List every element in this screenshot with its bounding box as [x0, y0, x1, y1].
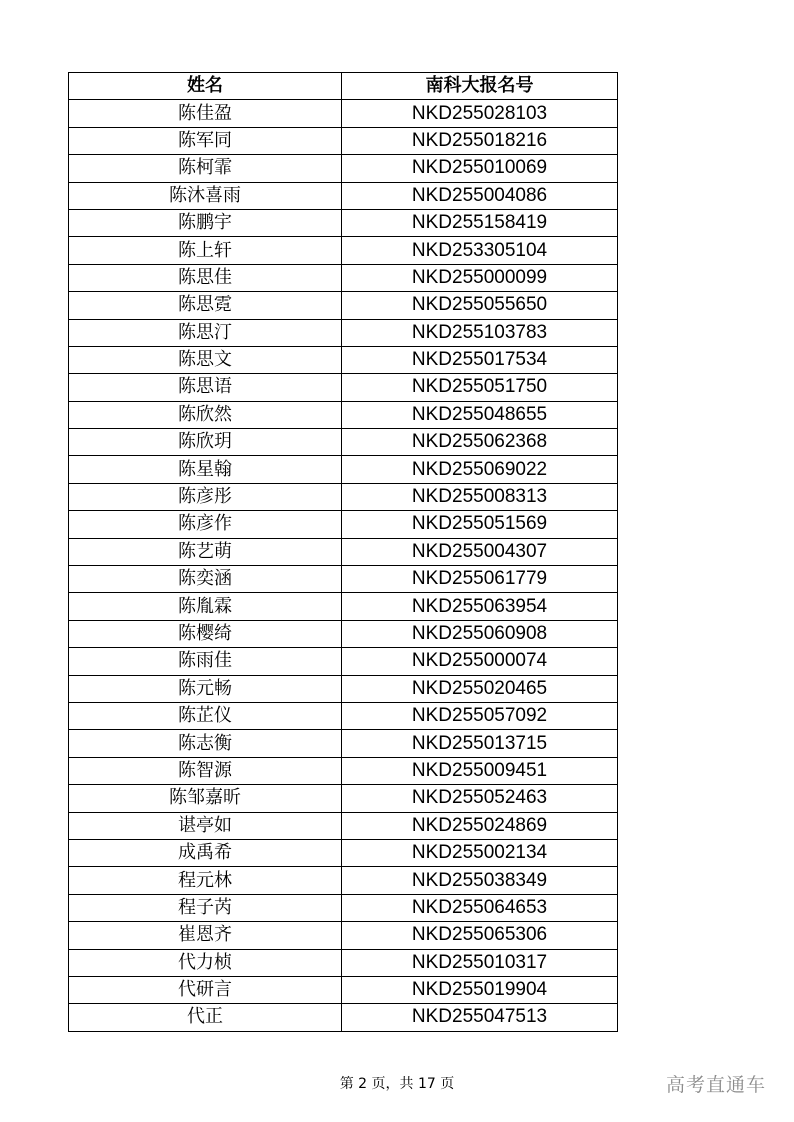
table-row [69, 730, 618, 757]
student-name-cell: 陈思语 [69, 374, 342, 401]
watermark-text: 高考直通车 [665, 1074, 766, 1096]
registration-number-cell: NKD255062368 [342, 429, 618, 456]
student-name-cell: 陈军同 [69, 127, 342, 154]
table-row [69, 346, 618, 373]
table-row [69, 292, 618, 319]
student-name-cell: 陈艺萌 [69, 538, 342, 565]
table-row [69, 620, 618, 647]
table-row [69, 100, 618, 127]
table-row [69, 922, 618, 949]
student-name-cell: 陈欣玥 [69, 429, 342, 456]
student-name-cell: 程元林 [69, 867, 342, 894]
student-name-cell: 陈彦作 [69, 511, 342, 538]
registration-number-cell: NKD255103783 [342, 319, 618, 346]
student-name-cell: 陈思汀 [69, 319, 342, 346]
student-name-cell: 陈欣然 [69, 401, 342, 428]
registration-number-cell: NKD255019904 [342, 976, 618, 1003]
student-name-cell: 陈奕涵 [69, 566, 342, 593]
registration-number-cell: NKD255069022 [342, 456, 618, 483]
table-row [69, 976, 618, 1003]
student-name-cell: 陈元畅 [69, 675, 342, 702]
table-row [69, 374, 618, 401]
table-row [69, 511, 618, 538]
registration-number-cell: NKD255028103 [342, 100, 618, 127]
table-row [69, 182, 618, 209]
table-row [69, 566, 618, 593]
registration-number-cell: NKD255010069 [342, 155, 618, 182]
table-row [69, 785, 618, 812]
table-row [69, 155, 618, 182]
student-name-cell: 陈沐喜雨 [69, 182, 342, 209]
registration-number-cell: NKD255060908 [342, 620, 618, 647]
registration-number-cell: NKD255004086 [342, 182, 618, 209]
registration-number-cell: NKD255002134 [342, 839, 618, 866]
registration-number-cell: NKD255064653 [342, 894, 618, 921]
registration-number-cell: NKD255061779 [342, 566, 618, 593]
table-row [69, 894, 618, 921]
table-row [69, 264, 618, 291]
registration-number-cell: NKD255065306 [342, 922, 618, 949]
student-name-cell: 陈上轩 [69, 237, 342, 264]
registration-number-cell: NKD255013715 [342, 730, 618, 757]
table-row [69, 456, 618, 483]
table-row [69, 648, 618, 675]
student-name-cell: 代力桢 [69, 949, 342, 976]
table-row [69, 675, 618, 702]
student-name-cell: 陈思文 [69, 346, 342, 373]
student-name-cell: 程子芮 [69, 894, 342, 921]
student-name-cell: 陈志衡 [69, 730, 342, 757]
student-name-cell: 陈雨佳 [69, 648, 342, 675]
table-row [69, 483, 618, 510]
student-name-cell: 成禹希 [69, 839, 342, 866]
student-name-cell: 陈樱绮 [69, 620, 342, 647]
student-name-cell: 陈星翰 [69, 456, 342, 483]
student-name-cell: 陈胤霖 [69, 593, 342, 620]
table-row [69, 757, 618, 784]
student-name-cell: 陈邹嘉昕 [69, 785, 342, 812]
registration-number-cell: NKD255024869 [342, 812, 618, 839]
student-name-cell: 陈思佳 [69, 264, 342, 291]
table-row [69, 538, 618, 565]
table-row [69, 127, 618, 154]
registration-number-cell: NKD253305104 [342, 237, 618, 264]
table-row [69, 401, 618, 428]
registration-number-cell: NKD255000099 [342, 264, 618, 291]
student-name-cell: 陈彦彤 [69, 483, 342, 510]
table-row [69, 593, 618, 620]
registration-number-cell: NKD255018216 [342, 127, 618, 154]
table-body [69, 100, 618, 1031]
table-row [69, 839, 618, 866]
student-name-cell: 陈鹏宇 [69, 209, 342, 236]
student-name-cell: 陈智源 [69, 757, 342, 784]
registration-number-cell: NKD255047513 [342, 1004, 618, 1031]
student-name-cell: 陈柯霏 [69, 155, 342, 182]
admission-table [68, 72, 618, 1032]
registration-number-cell: NKD255051569 [342, 511, 618, 538]
student-name-cell: 代研言 [69, 976, 342, 1003]
column-header-name: 姓名 [69, 73, 342, 100]
registration-number-cell: NKD255008313 [342, 483, 618, 510]
registration-number-cell: NKD255009451 [342, 757, 618, 784]
registration-number-cell: NKD255057092 [342, 702, 618, 729]
registration-number-cell: NKD255000074 [342, 648, 618, 675]
table-row [69, 1004, 618, 1031]
registration-number-cell: NKD255063954 [342, 593, 618, 620]
registration-number-cell: NKD255055650 [342, 292, 618, 319]
table-row [69, 237, 618, 264]
registration-number-cell: NKD255020465 [342, 675, 618, 702]
table-row [69, 949, 618, 976]
table-row [69, 812, 618, 839]
table-header-row [69, 73, 618, 100]
table-row [69, 867, 618, 894]
registration-number-cell: NKD255048655 [342, 401, 618, 428]
student-name-cell: 谌亭如 [69, 812, 342, 839]
student-name-cell: 崔恩齐 [69, 922, 342, 949]
table-row [69, 319, 618, 346]
registration-number-cell: NKD255051750 [342, 374, 618, 401]
student-name-cell: 代正 [69, 1004, 342, 1031]
registration-number-cell: NKD255038349 [342, 867, 618, 894]
column-header-registration-number: 南科大报名号 [342, 73, 618, 100]
student-name-cell: 陈芷仪 [69, 702, 342, 729]
table-row [69, 209, 618, 236]
table-row [69, 702, 618, 729]
registration-number-cell: NKD255017534 [342, 346, 618, 373]
student-name-cell: 陈佳盈 [69, 100, 342, 127]
student-name-cell: 陈思霓 [69, 292, 342, 319]
registration-number-cell: NKD255004307 [342, 538, 618, 565]
page-number: 第 2 页，共 17 页 [339, 1076, 455, 1092]
registration-number-cell: NKD255158419 [342, 209, 618, 236]
table-row [69, 429, 618, 456]
registration-number-cell: NKD255052463 [342, 785, 618, 812]
registration-number-cell: NKD255010317 [342, 949, 618, 976]
